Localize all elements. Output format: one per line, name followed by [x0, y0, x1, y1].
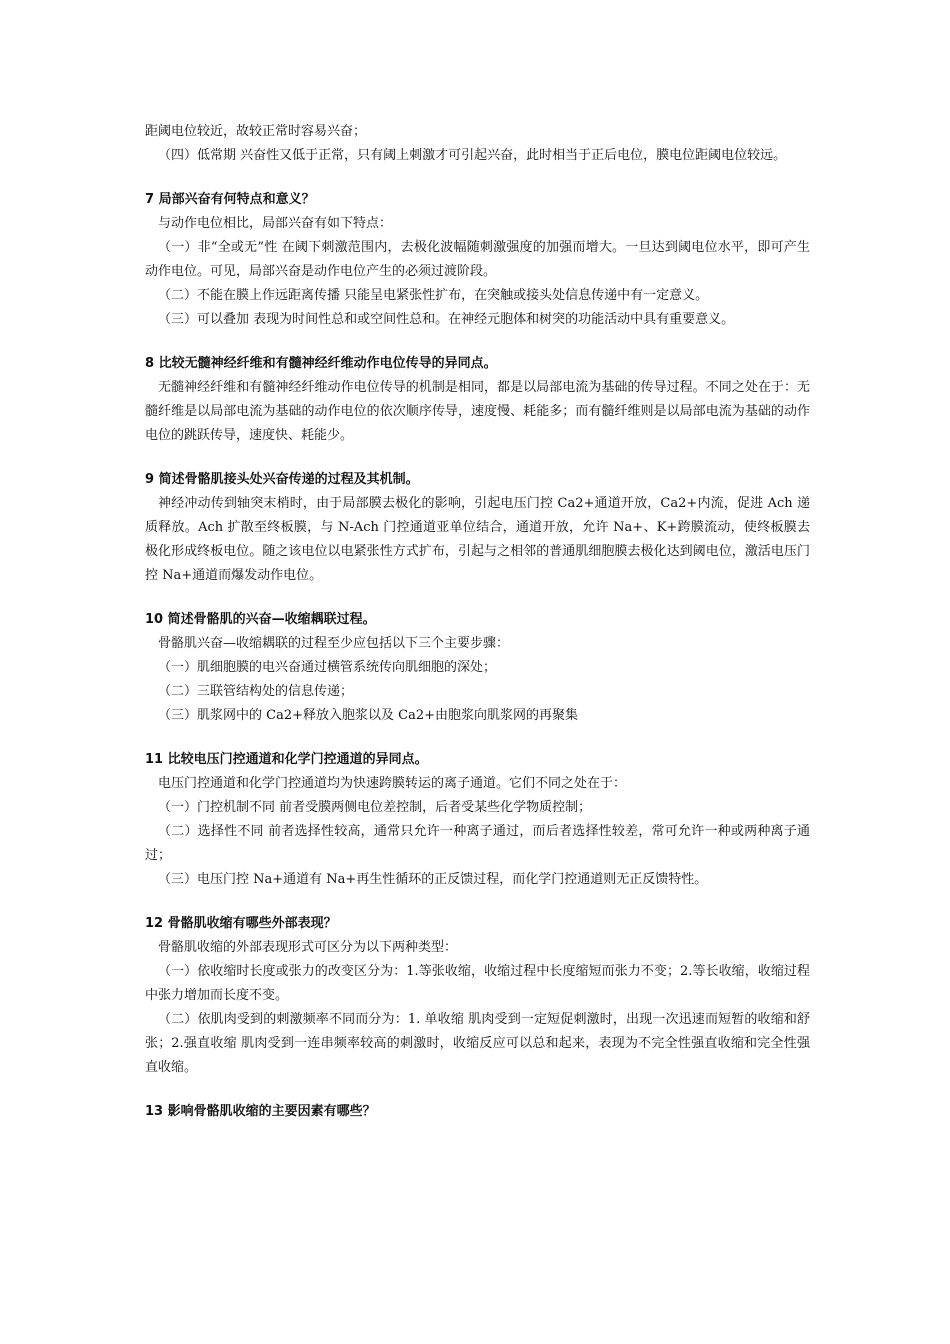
paragraph: （二）依肌肉受到的刺激频率不同而分为：1. 单收缩 肌肉受到一定短促刺激时，出现一次迅速而短暂的收缩和舒张；2.强直收缩 肌肉受到一连串频率较高的刺激时，收缩反应可以总和起来，表现为不完全性强直收缩和完全性强直收缩。	[145, 1012, 810, 1075]
paragraph: （一）门控机制不同 前者受膜两侧电位差控制，后者受某些化学物质控制；	[158, 800, 592, 815]
paragraph: （一）依收缩时长度或张力的改变区分为：1.等张收缩，收缩过程中长度缩短而张力不变；2.等长收缩，收缩过程中张力增加而长度不变。	[145, 964, 810, 1003]
section-8	[145, 352, 810, 448]
section-title: 13 影响骨骼肌收缩的主要因素有哪些？	[145, 1104, 376, 1119]
paragraph: （一）肌细胞膜的电兴奋通过横管系统传向肌细胞的深处；	[158, 660, 497, 675]
intro-line-1: 距阈电位较近，故较正常时容易兴奋；	[145, 124, 367, 139]
section-13	[145, 1100, 810, 1124]
section-12	[145, 912, 810, 1080]
section-title: 12 骨骼肌收缩有哪些外部表现？	[145, 916, 337, 931]
paragraph: 骨骼肌兴奋—收缩耦联的过程至少应包括以下三个主要步骤：	[158, 636, 510, 651]
paragraph: （三）电压门控 Na+通道有 Na+再生性循环的正反馈过程，而化学门控通道则无正反馈特性。	[158, 872, 708, 887]
section-title: 8 比较无髓神经纤维和有髓神经纤维动作电位传导的异同点。	[145, 356, 497, 371]
document-page	[145, 120, 810, 1124]
paragraph: （三）肌浆网中的 Ca2+释放入胞浆以及 Ca2+由胞浆向肌浆网的再聚集	[158, 708, 578, 723]
paragraph: 神经冲动传到轴突末梢时，由于局部膜去极化的影响，引起电压门控 Ca2+通道开放，Ca2+内流，促进 Ach 递质释放。Ach 扩散至终板膜，与 N-Ach 门控通道亚单位结合，通道开放，允许 Na+、K+跨膜流动，使终板膜去极化形成终板电位。随之该电位以电紧张性方式扩布，引起与之相邻的普通肌细胞膜去极化达到阈电位，激活电压门控 Na+通道而爆发动作电位。	[145, 496, 810, 583]
paragraph: （二）不能在膜上作远距离传播 只能呈电紧张性扩布，在突触或接头处信息传递中有一定意义。	[158, 288, 709, 303]
intro-line-2: （四）低常期 兴奋性又低于正常，只有阈上刺激才可引起兴奋，此时相当于正后电位，膜电位距阈电位较远。	[158, 148, 787, 163]
paragraph: 骨骼肌收缩的外部表现形式可区分为以下两种类型：	[158, 940, 458, 955]
section-title: 9 简述骨骼肌接头处兴奋传递的过程及其机制。	[145, 472, 419, 487]
paragraph: （一）非“全或无”性 在阈下刺激范围内，去极化波幅随刺激强度的加强而增大。一旦达到阈电位水平，即可产生动作电位。可见，局部兴奋是动作电位产生的必须过渡阶段。	[145, 240, 810, 279]
section-7	[145, 188, 810, 332]
section-11	[145, 748, 810, 892]
paragraph: （三）可以叠加 表现为时间性总和或空间性总和。在神经元胞体和树突的功能活动中具有重要意义。	[158, 312, 735, 327]
paragraph: （二）三联管结构处的信息传递；	[158, 684, 354, 699]
section-10	[145, 608, 810, 728]
paragraph: 与动作电位相比，局部兴奋有如下特点：	[158, 216, 393, 231]
paragraph: 电压门控通道和化学门控通道均为快速跨膜转运的离子通道。它们不同之处在于：	[158, 776, 627, 791]
section-title: 10 简述骨骼肌的兴奋—收缩耦联过程。	[145, 612, 376, 627]
paragraph: 无髓神经纤维和有髓神经纤维动作电位传导的机制是相同，都是以局部电流为基础的传导过程。不同之处在于：无髓纤维是以局部电流为基础的动作电位的依次顺序传导，速度慢、耗能多；而有髓纤维则是以局部电流为基础的动作电位的跳跃传导，速度快、耗能少。	[145, 380, 810, 443]
section-title: 7 局部兴奋有何特点和意义？	[145, 192, 315, 207]
section-9	[145, 468, 810, 588]
section-title: 11 比较电压门控通道和化学门控通道的异同点。	[145, 752, 428, 767]
paragraph: （二）选择性不同 前者选择性较高，通常只允许一种离子通过，而后者选择性较差，常可允许一种或两种离子通过；	[145, 824, 810, 863]
